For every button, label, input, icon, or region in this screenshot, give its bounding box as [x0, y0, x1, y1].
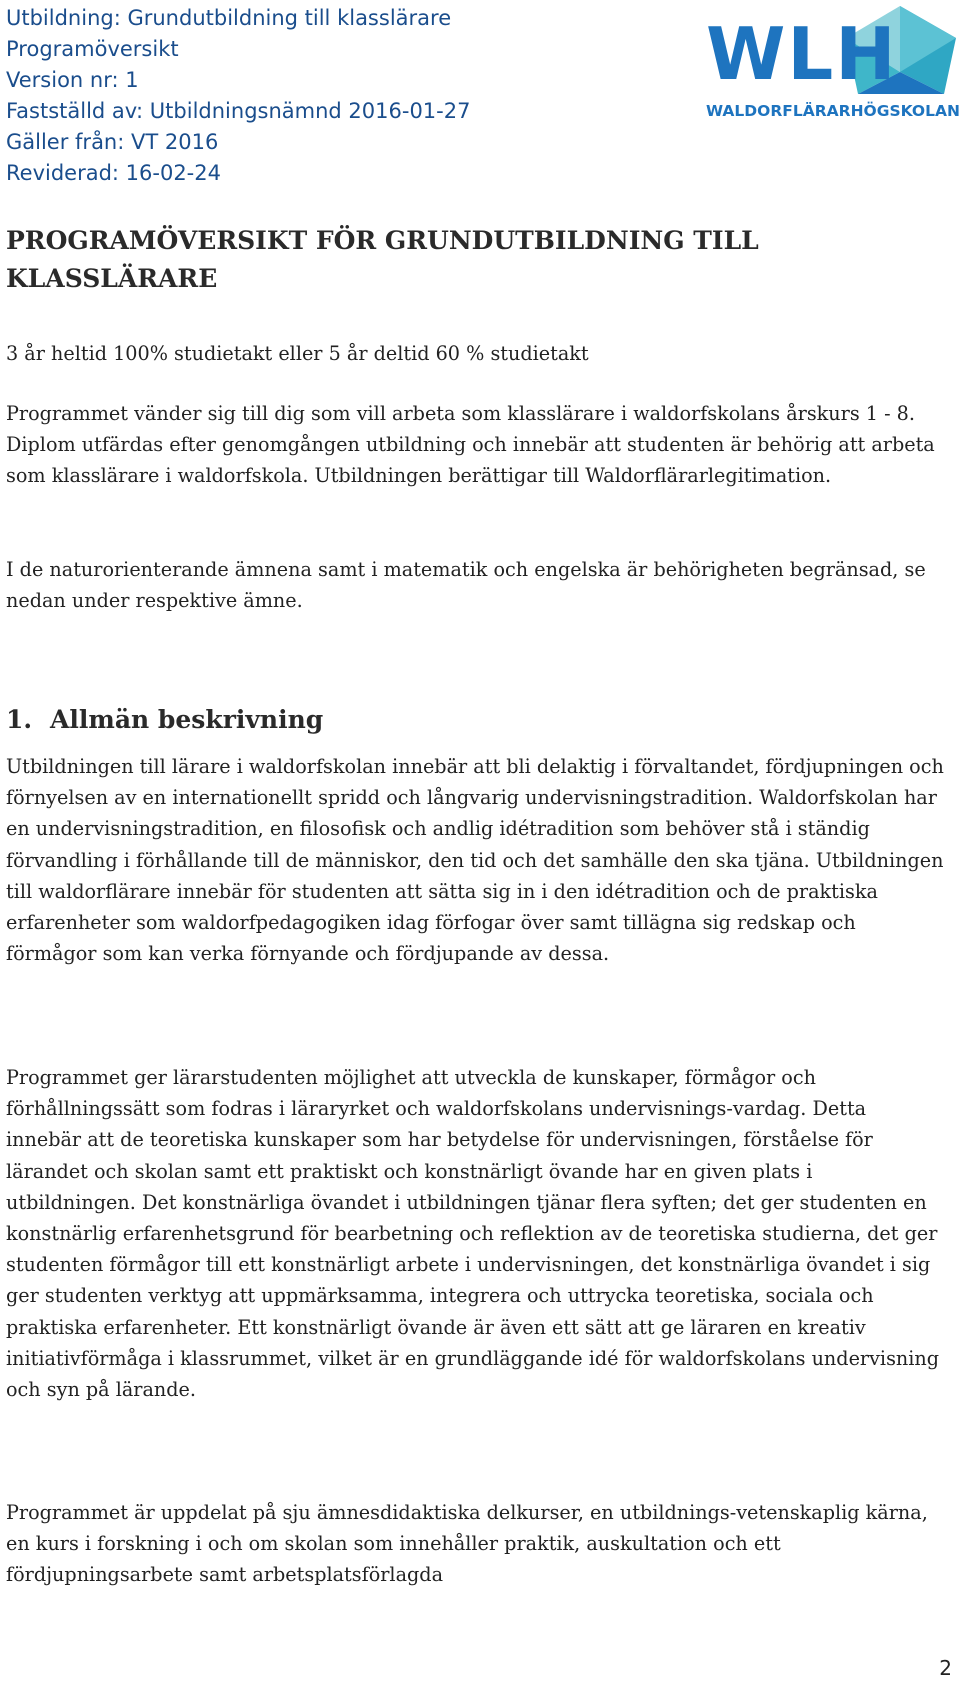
page-number: 2 [939, 1656, 952, 1680]
meta-version: Version nr: 1 [6, 68, 139, 92]
meta-doc-type: Programöversikt [6, 37, 179, 61]
logo-subtitle: WALDORFLÄRARHÖGSKOLAN [706, 102, 960, 120]
document-meta [6, 3, 626, 189]
wlh-logo [700, 2, 960, 122]
section-1-paragraph-2: Programmet ger lärarstudenten möjlighet att utveckla de kunskaper, förmågor och förhållningssätt som fodras i läraryrket och waldorfskolans undervisnings-vardag. Detta innebär att de teoretiska kunskaper som har betydelse för undervisningen, förståelse för lärandet och skolan samt ett praktiskt och konstnärligt övande har en given plats i utbildningen. Det konstnärliga övandet i utbildningen tjänar flera syften; det ger studenten en konstnärlig erfarenhetsgrund för bearbetning och reflektion av de teoretiska studierna, det ger studenten förmågor till ett konstnärligt arbete i undervisningen, det konstnärliga övandet i sig ger studenten verktyg att uppmärksamma, integrera och uttrycka teoretiska, sociala och praktiska erfarenheter. Ett konstnärligt övande är även ett sätt att ge läraren en kreativ initiativförmåga i klassrummet, vilket är en grundläggande idé för waldorfskolans undervisning och syn på lärande. [6, 1066, 940, 1402]
section-1-heading [6, 701, 323, 739]
meta-approved-by: Fastställd av: Utbildningsnämnd 2016-01-27 [6, 99, 471, 123]
meta-education: Utbildning: Grundutbildning till klasslärare [6, 6, 452, 30]
section-1-paragraph-1: Utbildningen till lärare i waldorfskolan innebär att bli delaktig i förvaltandet, fördjupningen och förnyelsen av en internationellt spridd och långvarig undervisningstradition. Waldorfskolan har en undervisningstradition, en filosofisk och andlig idétradition som behöver stå i ständig förvandling i förhållande till de människor, den tid och det samhälle den ska tjäna. Utbildningen till waldorflärare innebär för studenten att sätta sig in i den idétradition och de praktiska erfarenheter som waldorfpedagogiken idag förfogar över samt tillägna sig redskap och förmågor som kan verka förnyande och fördjupande av dessa. [6, 755, 944, 966]
meta-revised: Reviderad: 16-02-24 [6, 161, 221, 185]
section-title: Allmän beskrivning [50, 705, 324, 734]
section-number: 1. [6, 705, 33, 734]
page-title: PROGRAMÖVERSIKT FÖR GRUNDUTBILDNING TILL KLASSLÄRARE [6, 226, 759, 293]
eligibility-paragraph: I de naturorienterande ämnena samt i matematik och engelska är behörigheten begränsad, se nedan under respektive ämne. [6, 558, 926, 613]
intro-paragraph: Programmet vänder sig till dig som vill arbeta som klasslärare i waldorfskolans årskurs 1 - 8. Diplom utfärdas efter genomgången utbildning och innebär att studenten är behörig att arbeta som klasslärare i waldorfskola. Utbildningen berättigar till Waldorflärarlegitimation. [6, 402, 935, 488]
logo-wordmark: WLH [706, 12, 898, 96]
meta-valid-from: Gäller från: VT 2016 [6, 130, 219, 154]
section-1-paragraph-3: Programmet är uppdelat på sju ämnesdidaktiska delkurser, en utbildnings-vetenskaplig kärna, en kurs i forskning i och om skolan som innehåller praktik, auskultation och ett fördjupningsarbete samt arbetsplatsförlagda [6, 1501, 928, 1587]
study-pace: 3 år heltid 100% studietakt eller 5 år deltid 60 % studietakt [6, 342, 589, 365]
